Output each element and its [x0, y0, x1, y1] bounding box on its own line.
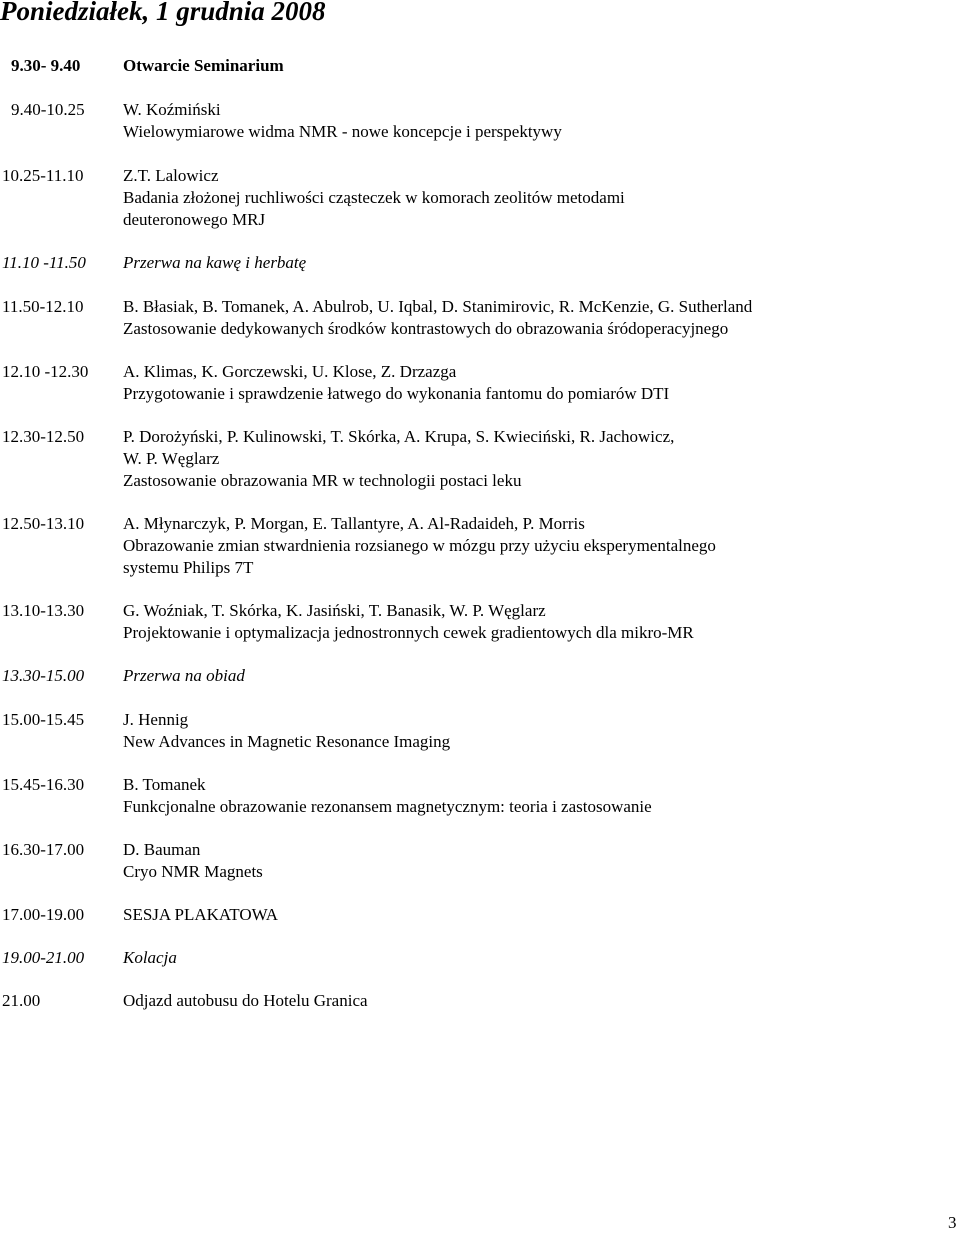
session-title: Badania złożonej ruchliwości cząsteczek w komorach zeolitów metodami: [123, 188, 625, 207]
session-title: systemu Philips 7T: [123, 558, 254, 577]
session-time: 16.30-17.00: [2, 840, 85, 859]
session-speaker: A. Młynarczyk, P. Morgan, E. Tallantyre, A. Al-Radaideh, P. Morris: [123, 514, 585, 533]
session-time: 10.25-11.10: [2, 166, 84, 185]
session-title: Funkcjonalne obrazowanie rezonansem magnetycznym: teoria i zastosowanie: [123, 797, 652, 816]
session-title: Odjazd autobusu do Hotelu Granica: [123, 991, 368, 1010]
session-time: 9.30- 9.40: [11, 56, 81, 75]
break-title: Przerwa na obiad: [123, 666, 245, 685]
session-speaker: A. Klimas, K. Gorczewski, U. Klose, Z. Drzazga: [123, 362, 457, 381]
session-speaker: J. Hennig: [123, 710, 189, 729]
session-time: 9.40-10.25: [11, 100, 85, 119]
session-time: 13.30-15.00: [2, 666, 85, 685]
session-speaker: D. Bauman: [123, 840, 201, 859]
session-speaker: G. Woźniak, T. Skórka, K. Jasiński, T. Banasik, W. P. Węglarz: [123, 601, 546, 620]
session-title: Cryo NMR Magnets: [123, 862, 263, 881]
session-time: 17.00-19.00: [2, 905, 85, 924]
session-title: Projektowanie i optymalizacja jednostronnych cewek gradientowych dla mikro-MR: [123, 623, 694, 642]
session-time: 12.10 -12.30: [2, 362, 89, 381]
session-title: Wielowymiarowe widma NMR - nowe koncepcje i perspektywy: [123, 122, 562, 141]
session-time: 15.00-15.45: [2, 710, 85, 729]
session-speaker: P. Dorożyński, P. Kulinowski, T. Skórka, A. Krupa, S. Kwieciński, R. Jachowicz,: [123, 427, 675, 446]
session-speaker: Z.T. Lalowicz: [123, 166, 219, 185]
break-title: Przerwa na kawę i herbatę: [123, 253, 307, 272]
session-time: 12.50-13.10: [2, 514, 85, 533]
page-title: Poniedziałek, 1 grudnia 2008: [0, 0, 326, 26]
session-time: 21.00: [2, 991, 41, 1010]
session-title: SESJA PLAKATOWA: [123, 905, 279, 924]
session-time: 19.00-21.00: [2, 948, 85, 967]
session-time: 12.30-12.50: [2, 427, 85, 446]
session-speaker: B. Błasiak, B. Tomanek, A. Abulrob, U. Iqbal, D. Stanimirovic, R. McKenzie, G. Sutherland: [123, 297, 753, 316]
session-time: 15.45-16.30: [2, 775, 85, 794]
session-time: 11.10 -11.50: [2, 253, 86, 272]
session-title: Otwarcie Seminarium: [123, 56, 284, 75]
session-time: 13.10-13.30: [2, 601, 85, 620]
session-title: Przygotowanie i sprawdzenie łatwego do wykonania fantomu do pomiarów DTI: [123, 384, 670, 403]
break-title: Kolacja: [123, 948, 177, 967]
session-time: 11.50-12.10: [2, 297, 84, 316]
session-title: Zastosowanie obrazowania MR w technologii postaci leku: [123, 471, 522, 490]
session-speaker: B. Tomanek: [123, 775, 206, 794]
session-title: Zastosowanie dedykowanych środków kontrastowych do obrazowania śródoperacyjnego: [123, 319, 729, 338]
session-speaker: W. Koźmiński: [123, 100, 221, 119]
page-number: 3: [948, 1213, 957, 1232]
session-title: Obrazowanie zmian stwardnienia rozsianego w mózgu przy użyciu eksperymentalnego: [123, 536, 716, 555]
session-speaker: W. P. Węglarz: [123, 449, 220, 468]
session-title: New Advances in Magnetic Resonance Imaging: [123, 732, 451, 751]
session-title: deuteronowego MRJ: [123, 210, 266, 229]
